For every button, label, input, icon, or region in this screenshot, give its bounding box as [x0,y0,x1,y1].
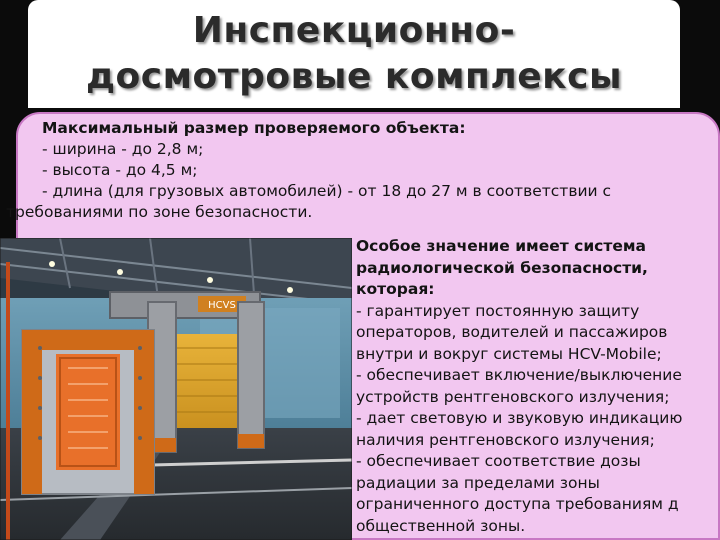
inspection-complex-photo [0,238,352,540]
radiation-heading-line-3: которая: [356,280,435,298]
slide-title-line-1: Инспекционно- [192,10,516,51]
radiation-body-line-1: - гарантирует постоянную защиту [356,301,640,320]
slide-title-line-2: досмотровые комплексы [85,56,623,97]
gantry-label: HCVS [208,300,236,311]
radiation-body-line-4: - обеспечивает включение/выключение [356,366,682,384]
size-limit-width: - ширина - до 2,8 м; [42,140,204,158]
radiation-body-line-3: внутри и вокруг системы HCV-Mobile; [356,344,662,363]
radiation-heading-line-1: Особое значение имеет система [356,237,646,255]
radiation-body-line-6: - дает световую и звуковую индикацию [356,409,683,427]
radiation-body-line-8: - обеспечивает соответствие дозы [356,452,641,470]
size-limits-heading: Максимальный размер проверяемого объекта: [42,119,466,137]
radiation-heading-line-2: радиологической безопасности, [356,258,648,277]
size-limit-length: - длина (для грузовых автомобилей) - от 18 до 27 м в соответствии с [42,182,612,200]
radiation-body-line-11: общественной зоны. [356,516,526,535]
radiation-body-line-7: наличия рентгеновского излучения; [356,430,655,449]
radiation-body-line-5: устройств рентгеновского излучения; [356,387,670,406]
radiation-body-line-10: ограниченного доступа требованиям д [356,495,679,513]
radiation-safety-block [356,236,720,537]
size-limit-length-continuation: требованиями по зоне безопасности. [6,203,313,221]
radiation-body-line-2: операторов, водителей и пассажиров [356,323,668,341]
size-limit-height: - высота - до 4,5 м; [42,161,198,179]
radiation-body-line-9: радиации за пределами зоны [356,473,600,492]
size-limits-block [0,118,706,223]
slide-title [28,8,680,100]
